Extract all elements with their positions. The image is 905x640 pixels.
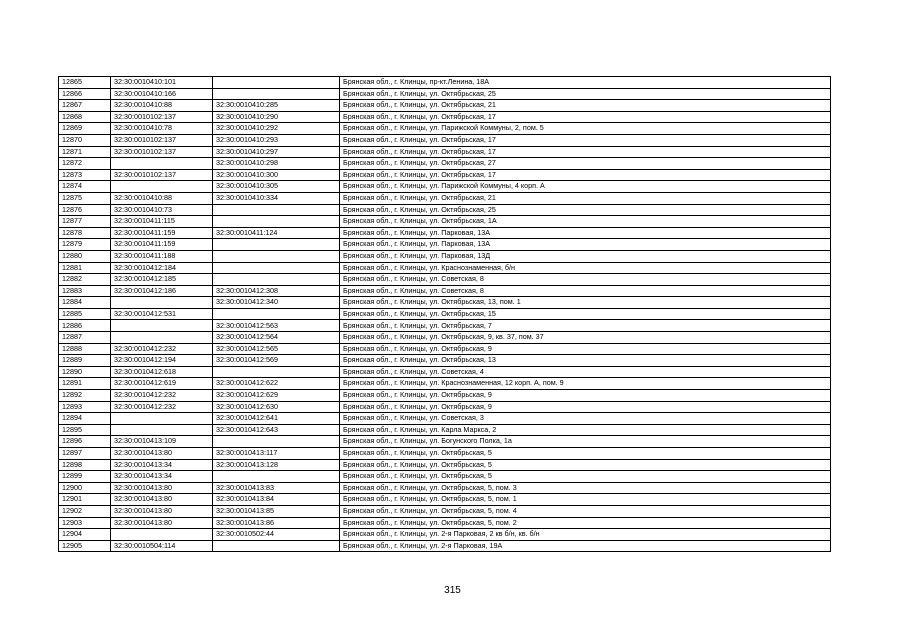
address-cell: Брянская обл., г. Клинцы, ул. Октябрьская, 5 (340, 471, 831, 483)
record-number-cell: 12900 (59, 482, 111, 494)
table-row (59, 216, 831, 228)
record-number-cell: 12890 (59, 366, 111, 378)
record-number-cell: 12895 (59, 424, 111, 436)
address-cell: Брянская обл., г. Клинцы, ул. Октябрьская, 5, пом. 4 (340, 505, 831, 517)
cadastral-number-cell: 32:30:0010411:115 (111, 216, 213, 228)
cadastral-number-cell: 32:30:0010411:188 (111, 250, 213, 262)
table-row (59, 274, 831, 286)
table-row (59, 285, 831, 297)
table-row (59, 413, 831, 425)
table-row (59, 320, 831, 332)
cadastral-number-cell: 32:30:0010413:34 (111, 471, 213, 483)
address-cell: Брянская обл., г. Клинцы, ул. Парижской Коммуны, 4 корп. А (340, 181, 831, 193)
table-row (59, 343, 831, 355)
record-number-cell: 12866 (59, 88, 111, 100)
address-cell: Брянская обл., г. Клинцы, ул. Богунского Полка, 1а (340, 436, 831, 448)
address-cell: Брянская обл., г. Клинцы, ул. 2-я Парковая, 2 кв б/н, кв. б/н (340, 529, 831, 541)
object-cadastral-number-cell: 32:30:0010410:334 (213, 192, 340, 204)
cadastral-number-cell: 32:30:0010412:232 (111, 343, 213, 355)
record-number-cell: 12905 (59, 540, 111, 552)
cadastral-number-cell: 32:30:0010412:531 (111, 308, 213, 320)
address-cell: Брянская обл., г. Клинцы, ул. Октябрьская, 5 (340, 459, 831, 471)
table-row (59, 111, 831, 123)
address-cell: Брянская обл., г. Клинцы, ул. Октябрьская, 17 (340, 169, 831, 181)
table-row (59, 250, 831, 262)
cadastral-number-cell: 32:30:0010413:80 (111, 517, 213, 529)
address-cell: Брянская обл., г. Клинцы, ул. Парковая, 13Д (340, 250, 831, 262)
table-row (59, 134, 831, 146)
cadastral-number-cell (111, 181, 213, 193)
record-number-cell: 12870 (59, 134, 111, 146)
object-cadastral-number-cell: 32:30:0010412:340 (213, 297, 340, 309)
object-cadastral-number-cell: 32:30:0010413:84 (213, 494, 340, 506)
cadastral-number-cell: 32:30:0010504:114 (111, 540, 213, 552)
record-number-cell: 12880 (59, 250, 111, 262)
cadastral-number-cell: 32:30:0010413:80 (111, 494, 213, 506)
cadastral-number-cell: 32:30:0010412:186 (111, 285, 213, 297)
object-cadastral-number-cell: 32:30:0010413:117 (213, 448, 340, 460)
cadastral-number-cell: 32:30:0010102:137 (111, 134, 213, 146)
object-cadastral-number-cell (213, 239, 340, 251)
cadastral-number-cell: 32:30:0010410:101 (111, 77, 213, 89)
address-cell: Брянская обл., г. Клинцы, ул. Советская, 8 (340, 274, 831, 286)
cadastral-number-cell: 32:30:0010410:73 (111, 204, 213, 216)
record-number-cell: 12904 (59, 529, 111, 541)
cadastral-number-cell: 32:30:0010412:185 (111, 274, 213, 286)
cadastral-number-cell: 32:30:0010413:80 (111, 448, 213, 460)
object-cadastral-number-cell: 32:30:0010412:565 (213, 343, 340, 355)
cadastral-number-cell (111, 529, 213, 541)
address-cell: Брянская обл., г. Клинцы, ул. Октябрьская, 9 (340, 401, 831, 413)
address-cell: Брянская обл., г. Клинцы, ул. Октябрьская, 15 (340, 308, 831, 320)
address-cell: Брянская обл., г. Клинцы, ул. Советская, 8 (340, 285, 831, 297)
record-number-cell: 12884 (59, 297, 111, 309)
table-row (59, 378, 831, 390)
object-cadastral-number-cell: 32:30:0010412:563 (213, 320, 340, 332)
object-cadastral-number-cell: 32:30:0010412:569 (213, 355, 340, 367)
table-row (59, 366, 831, 378)
record-number-cell: 12893 (59, 401, 111, 413)
address-cell: Брянская обл., г. Клинцы, ул. Октябрьская, 21 (340, 100, 831, 112)
table-row (59, 540, 831, 552)
object-cadastral-number-cell: 32:30:0010412:643 (213, 424, 340, 436)
record-number-cell: 12899 (59, 471, 111, 483)
address-cell: Брянская обл., г. Клинцы, ул. Октябрьская, 5 (340, 448, 831, 460)
record-number-cell: 12891 (59, 378, 111, 390)
cadastral-number-cell: 32:30:0010410:166 (111, 88, 213, 100)
object-cadastral-number-cell (213, 250, 340, 262)
cadastral-number-cell: 32:30:0010411:159 (111, 227, 213, 239)
object-cadastral-number-cell: 32:30:0010410:300 (213, 169, 340, 181)
cadastral-number-cell (111, 424, 213, 436)
object-cadastral-number-cell: 32:30:0010410:298 (213, 158, 340, 170)
address-cell: Брянская обл., г. Клинцы, ул. Октябрьская, 5, пом. 1 (340, 494, 831, 506)
object-cadastral-number-cell (213, 77, 340, 89)
record-number-cell: 12896 (59, 436, 111, 448)
object-cadastral-number-cell: 32:30:0010410:285 (213, 100, 340, 112)
table-row (59, 424, 831, 436)
registry-table-body (59, 77, 831, 552)
object-cadastral-number-cell: 32:30:0010410:292 (213, 123, 340, 135)
table-row (59, 239, 831, 251)
record-number-cell: 12883 (59, 285, 111, 297)
address-cell: Брянская обл., г. Клинцы, ул. Октябрьская, 13, пом. 1 (340, 297, 831, 309)
object-cadastral-number-cell: 32:30:0010411:124 (213, 227, 340, 239)
object-cadastral-number-cell: 32:30:0010412:630 (213, 401, 340, 413)
record-number-cell: 12869 (59, 123, 111, 135)
address-cell: Брянская обл., г. Клинцы, ул. Октябрьская, 9 (340, 390, 831, 402)
record-number-cell: 12887 (59, 332, 111, 344)
object-cadastral-number-cell: 32:30:0010412:622 (213, 378, 340, 390)
record-number-cell: 12902 (59, 505, 111, 517)
table-row (59, 529, 831, 541)
address-cell: Брянская обл., г. Клинцы, пр-кт.Ленина, 18А (340, 77, 831, 89)
table-row (59, 482, 831, 494)
table-row (59, 297, 831, 309)
record-number-cell: 12871 (59, 146, 111, 158)
record-number-cell: 12881 (59, 262, 111, 274)
registry-table (58, 76, 831, 552)
record-number-cell: 12888 (59, 343, 111, 355)
address-cell: Брянская обл., г. Клинцы, ул. Октябрьская, 25 (340, 88, 831, 100)
cadastral-number-cell: 32:30:0010410:88 (111, 100, 213, 112)
table-row (59, 517, 831, 529)
object-cadastral-number-cell (213, 471, 340, 483)
record-number-cell: 12874 (59, 181, 111, 193)
address-cell: Брянская обл., г. Клинцы, ул. Парковая, 13А (340, 227, 831, 239)
address-cell: Брянская обл., г. Клинцы, ул. Октябрьская, 27 (340, 158, 831, 170)
object-cadastral-number-cell (213, 216, 340, 228)
record-number-cell: 12868 (59, 111, 111, 123)
object-cadastral-number-cell: 32:30:0010413:85 (213, 505, 340, 517)
table-row (59, 158, 831, 170)
table-row (59, 181, 831, 193)
table-row (59, 505, 831, 517)
cadastral-number-cell: 32:30:0010412:232 (111, 401, 213, 413)
record-number-cell: 12878 (59, 227, 111, 239)
record-number-cell: 12889 (59, 355, 111, 367)
table-row (59, 77, 831, 89)
address-cell: Брянская обл., г. Клинцы, ул. Советская, 4 (340, 366, 831, 378)
address-cell: Брянская обл., г. Клинцы, ул. Октябрьская, 5, пом. 2 (340, 517, 831, 529)
table-row (59, 123, 831, 135)
object-cadastral-number-cell (213, 308, 340, 320)
cadastral-number-cell (111, 413, 213, 425)
table-row (59, 448, 831, 460)
table-row (59, 332, 831, 344)
address-cell: Брянская обл., г. Клинцы, ул. 2-я Парковая, 19А (340, 540, 831, 552)
table-row (59, 169, 831, 181)
object-cadastral-number-cell (213, 540, 340, 552)
object-cadastral-number-cell: 32:30:0010412:629 (213, 390, 340, 402)
address-cell: Брянская обл., г. Клинцы, ул. Октябрьская, 17 (340, 111, 831, 123)
cadastral-number-cell: 32:30:0010412:184 (111, 262, 213, 274)
address-cell: Брянская обл., г. Клинцы, ул. Октябрьская, 13 (340, 355, 831, 367)
table-row (59, 262, 831, 274)
object-cadastral-number-cell: 32:30:0010410:290 (213, 111, 340, 123)
cadastral-number-cell (111, 297, 213, 309)
record-number-cell: 12894 (59, 413, 111, 425)
table-row (59, 204, 831, 216)
cadastral-number-cell: 32:30:0010410:88 (111, 192, 213, 204)
address-cell: Брянская обл., г. Клинцы, ул. Краснознаменная, 12 корп. А, пом. 9 (340, 378, 831, 390)
cadastral-number-cell: 32:30:0010102:137 (111, 169, 213, 181)
cadastral-number-cell: 32:30:0010413:80 (111, 482, 213, 494)
object-cadastral-number-cell: 32:30:0010413:86 (213, 517, 340, 529)
object-cadastral-number-cell: 32:30:0010413:128 (213, 459, 340, 471)
table-row (59, 436, 831, 448)
table-row (59, 494, 831, 506)
cadastral-number-cell: 32:30:0010412:618 (111, 366, 213, 378)
record-number-cell: 12875 (59, 192, 111, 204)
cadastral-number-cell: 32:30:0010413:80 (111, 505, 213, 517)
address-cell: Брянская обл., г. Клинцы, ул. Краснознаменная, б/н (340, 262, 831, 274)
cadastral-number-cell (111, 332, 213, 344)
record-number-cell: 12886 (59, 320, 111, 332)
table-row (59, 227, 831, 239)
object-cadastral-number-cell: 32:30:0010502:44 (213, 529, 340, 541)
cadastral-number-cell: 32:30:0010412:619 (111, 378, 213, 390)
record-number-cell: 12897 (59, 448, 111, 460)
address-cell: Брянская обл., г. Клинцы, ул. Октябрьская, 5, пом. 3 (340, 482, 831, 494)
object-cadastral-number-cell: 32:30:0010410:305 (213, 181, 340, 193)
record-number-cell: 12885 (59, 308, 111, 320)
record-number-cell: 12898 (59, 459, 111, 471)
object-cadastral-number-cell (213, 204, 340, 216)
table-row (59, 459, 831, 471)
address-cell: Брянская обл., г. Клинцы, ул. Октябрьская, 21 (340, 192, 831, 204)
cadastral-number-cell: 32:30:0010411:159 (111, 239, 213, 251)
table-row (59, 471, 831, 483)
cadastral-number-cell (111, 320, 213, 332)
object-cadastral-number-cell (213, 262, 340, 274)
address-cell: Брянская обл., г. Клинцы, ул. Октябрьская, 17 (340, 146, 831, 158)
record-number-cell: 12879 (59, 239, 111, 251)
cadastral-number-cell: 32:30:0010413:109 (111, 436, 213, 448)
record-number-cell: 12867 (59, 100, 111, 112)
table-row (59, 100, 831, 112)
record-number-cell: 12876 (59, 204, 111, 216)
address-cell: Брянская обл., г. Клинцы, ул. Карла Маркса, 2 (340, 424, 831, 436)
record-number-cell: 12873 (59, 169, 111, 181)
record-number-cell: 12892 (59, 390, 111, 402)
cadastral-number-cell: 32:30:0010410:78 (111, 123, 213, 135)
object-cadastral-number-cell: 32:30:0010412:641 (213, 413, 340, 425)
page-number: 315 (444, 585, 461, 596)
address-cell: Брянская обл., г. Клинцы, ул. Парижской Коммуны, 2, пом. 5 (340, 123, 831, 135)
table-row (59, 88, 831, 100)
address-cell: Брянская обл., г. Клинцы, ул. Парковая, 13А (340, 239, 831, 251)
object-cadastral-number-cell (213, 436, 340, 448)
record-number-cell: 12865 (59, 77, 111, 89)
cadastral-number-cell: 32:30:0010412:232 (111, 390, 213, 402)
object-cadastral-number-cell: 32:30:0010413:83 (213, 482, 340, 494)
object-cadastral-number-cell (213, 274, 340, 286)
object-cadastral-number-cell: 32:30:0010410:293 (213, 134, 340, 146)
address-cell: Брянская обл., г. Клинцы, ул. Советская, 3 (340, 413, 831, 425)
table-row (59, 390, 831, 402)
object-cadastral-number-cell: 32:30:0010412:564 (213, 332, 340, 344)
object-cadastral-number-cell: 32:30:0010412:308 (213, 285, 340, 297)
address-cell: Брянская обл., г. Клинцы, ул. Октябрьская, 17 (340, 134, 831, 146)
record-number-cell: 12877 (59, 216, 111, 228)
cadastral-number-cell: 32:30:0010102:137 (111, 111, 213, 123)
object-cadastral-number-cell (213, 366, 340, 378)
table-row (59, 355, 831, 367)
object-cadastral-number-cell: 32:30:0010410:297 (213, 146, 340, 158)
cadastral-number-cell: 32:30:0010102:137 (111, 146, 213, 158)
table-row (59, 192, 831, 204)
cadastral-number-cell: 32:30:0010412:194 (111, 355, 213, 367)
table-row (59, 308, 831, 320)
record-number-cell: 12901 (59, 494, 111, 506)
record-number-cell: 12903 (59, 517, 111, 529)
cadastral-number-cell (111, 158, 213, 170)
table-row (59, 401, 831, 413)
address-cell: Брянская обл., г. Клинцы, ул. Октябрьская, 9, кв. 37, пом. 37 (340, 332, 831, 344)
cadastral-number-cell: 32:30:0010413:34 (111, 459, 213, 471)
object-cadastral-number-cell (213, 88, 340, 100)
address-cell: Брянская обл., г. Клинцы, ул. Октябрьская, 1А (340, 216, 831, 228)
table-row (59, 146, 831, 158)
address-cell: Брянская обл., г. Клинцы, ул. Октябрьская, 7 (340, 320, 831, 332)
record-number-cell: 12872 (59, 158, 111, 170)
address-cell: Брянская обл., г. Клинцы, ул. Октябрьская, 9 (340, 343, 831, 355)
address-cell: Брянская обл., г. Клинцы, ул. Октябрьская, 25 (340, 204, 831, 216)
record-number-cell: 12882 (59, 274, 111, 286)
